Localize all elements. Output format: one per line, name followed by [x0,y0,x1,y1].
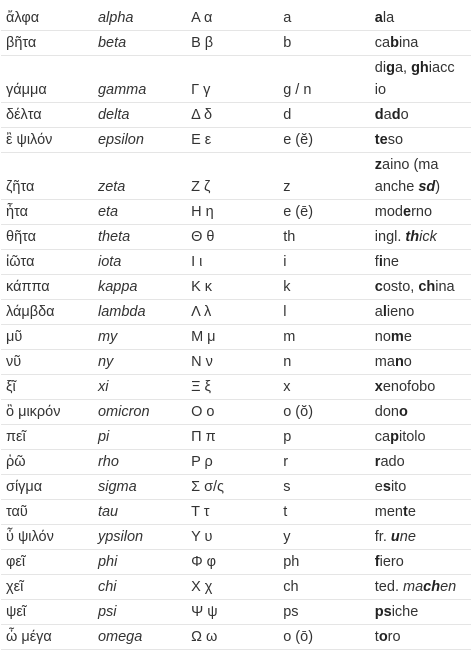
example-text: e [374,479,383,495]
example-word-cell [370,625,471,650]
example-text: aino (ma [382,157,439,173]
letter-forms-cell: Θ θ [186,225,278,250]
latin-name-cell: epsilon [93,128,186,153]
alphabet-table-body [1,6,471,650]
latin-name-cell: pi [93,425,186,450]
transliteration-cell: m [278,325,370,350]
example-text: ro [387,629,401,645]
example-word-cell [370,350,471,375]
highlighted-sound: u [390,529,400,545]
latin-name-cell: sigma [93,475,186,500]
highlighted-sound: d [374,107,384,123]
example-text: e [407,504,416,520]
example-text: ick [419,229,437,245]
transliteration-cell: k [278,275,370,300]
letter-forms-cell: Κ κ [186,275,278,300]
example-word-cell [370,400,471,425]
greek-name-cell: ἰῶτα [1,250,93,275]
example-word-cell [370,153,471,200]
greek-name-cell: δέλτα [1,103,93,128]
letter-forms-cell: Λ λ [186,300,278,325]
letter-forms-cell: Ω ω [186,625,278,650]
letter-row [1,500,471,525]
greek-name-cell: χεῖ [1,575,93,600]
greek-name-cell: ὦ μέγα [1,625,93,650]
example-text: ) [435,179,441,195]
example-word-cell [370,325,471,350]
transliteration-cell: p [278,425,370,450]
letter-forms-cell: Ο ο [186,400,278,425]
highlighted-sound: z [374,157,383,173]
example-text: itolo [398,429,426,445]
letter-row [1,225,471,250]
transliteration-cell: i [278,250,370,275]
highlighted-sound: b [390,35,399,51]
letter-row [1,128,471,153]
letter-row [1,350,471,375]
letter-forms-cell: Ε ε [186,128,278,153]
letter-forms-cell: Α α [186,6,278,31]
greek-name-cell: ξῖ [1,375,93,400]
highlighted-sound: t [403,504,408,520]
latin-name-cell: eta [93,200,186,225]
example-text: a, [394,60,412,76]
transliteration-cell: t [278,500,370,525]
letter-row [1,525,471,550]
highlighted-sound: r [374,454,381,470]
transliteration-cell: s [278,475,370,500]
latin-name-cell: alpha [93,6,186,31]
example-text: ne [399,529,416,545]
example-text: ina [435,279,455,295]
example-word-cell [370,550,471,575]
letter-forms-cell: Τ τ [186,500,278,525]
example-word-cell [370,525,471,550]
letter-forms-cell: Ι ι [186,250,278,275]
example-text: ina [398,35,419,51]
example-text: iche [391,604,419,620]
highlighted-sound: sd [418,179,436,195]
example-text: o [400,107,409,123]
highlighted-sound: f [374,554,380,570]
example-text: o [403,354,412,370]
greek-name-cell: ψεῖ [1,600,93,625]
example-text: so [387,132,404,148]
example-text: io [374,82,387,98]
example-text: ingl. [374,229,406,245]
latin-name-cell: omega [93,625,186,650]
example-text: ca [374,35,391,51]
transliteration-cell: a [278,6,370,31]
greek-name-cell: ῥῶ [1,450,93,475]
greek-name-cell: λάμβδα [1,300,93,325]
latin-name-cell: theta [93,225,186,250]
letter-forms-cell: Ψ ψ [186,600,278,625]
example-word-cell [370,6,471,31]
latin-name-cell: phi [93,550,186,575]
example-word-cell [370,500,471,525]
letter-forms-cell: Μ μ [186,325,278,350]
transliteration-cell: d [278,103,370,128]
highlighted-sound: i [378,254,383,270]
latin-name-cell: zeta [93,153,186,200]
letter-forms-cell: Χ χ [186,575,278,600]
highlighted-sound: x [374,379,383,395]
example-word-cell [370,475,471,500]
transliteration-cell: x [278,375,370,400]
letter-forms-cell: Ζ ζ [186,153,278,200]
example-text: ca [374,429,391,445]
letter-forms-cell: Η η [186,200,278,225]
letter-row [1,450,471,475]
latin-name-cell: rho [93,450,186,475]
example-word-cell [370,575,471,600]
highlighted-sound: m [390,329,404,345]
transliteration-cell: ps [278,600,370,625]
greek-name-cell: ταῦ [1,500,93,525]
example-text: a [374,304,383,320]
transliteration-cell: l [278,300,370,325]
highlighted-sound: ch [423,579,441,595]
letter-forms-cell: Σ σ/ς [186,475,278,500]
letter-row [1,325,471,350]
example-word-cell [370,450,471,475]
example-text: ma [403,579,424,595]
highlighted-sound: p [390,429,399,445]
highlighted-sound: d [391,107,401,123]
latin-name-cell: omicron [93,400,186,425]
greek-name-cell: νῦ [1,350,93,375]
letter-forms-cell: Π π [186,425,278,450]
letter-forms-cell: Ρ ρ [186,450,278,475]
highlighted-sound: a [374,10,383,26]
example-word-cell [370,300,471,325]
highlighted-sound: l [382,304,387,320]
letter-row [1,475,471,500]
highlighted-sound: e [403,204,412,220]
example-word-cell [370,31,471,56]
example-text: ne [382,254,399,270]
highlighted-sound: c [374,279,383,295]
letter-row [1,550,471,575]
letter-row [1,575,471,600]
highlighted-sound: th [405,229,420,245]
example-text: mod [374,204,403,220]
highlighted-sound: o [399,404,408,420]
transliteration-cell: n [278,350,370,375]
letter-forms-cell: Ν ν [186,350,278,375]
letter-row [1,400,471,425]
example-text: ma [374,354,395,370]
latin-name-cell: lambda [93,300,186,325]
highlighted-sound: s [382,479,391,495]
highlighted-sound: o [378,629,388,645]
greek-name-cell: ὂ μικρόν [1,400,93,425]
transliteration-cell: o (ŏ) [278,400,370,425]
transliteration-cell: e (ē) [278,200,370,225]
example-text: fr. [374,529,391,545]
latin-name-cell: xi [93,375,186,400]
highlighted-sound: n [394,354,404,370]
transliteration-cell: o (ō) [278,625,370,650]
letter-row [1,375,471,400]
greek-name-cell: ἄλφα [1,6,93,31]
transliteration-cell: y [278,525,370,550]
example-text: enofobo [382,379,436,395]
letter-row [1,425,471,450]
example-text: rno [411,204,433,220]
highlighted-sound: te [374,132,388,148]
transliteration-cell: r [278,450,370,475]
example-text: f [374,254,379,270]
example-word-cell [370,103,471,128]
highlighted-sound: gh [411,60,429,76]
latin-name-cell: tau [93,500,186,525]
example-text: la [382,10,395,26]
transliteration-cell: b [278,31,370,56]
latin-name-cell: beta [93,31,186,56]
example-word-cell [370,128,471,153]
example-text: ieno [386,304,415,320]
example-text: t [374,629,379,645]
example-word-cell [370,200,471,225]
letter-row [1,103,471,128]
letter-forms-cell: Υ υ [186,525,278,550]
letter-forms-cell: Δ δ [186,103,278,128]
example-text: di [374,60,387,76]
letter-row [1,56,471,103]
example-text: anche [374,179,419,195]
example-text: en [440,579,457,595]
example-text: e [403,329,412,345]
transliteration-cell: ch [278,575,370,600]
latin-name-cell: iota [93,250,186,275]
letter-forms-cell: Γ γ [186,56,278,103]
greek-name-cell: σίγμα [1,475,93,500]
highlighted-sound: g [386,60,395,76]
greek-name-cell: φεῖ [1,550,93,575]
letter-row [1,300,471,325]
transliteration-cell: ph [278,550,370,575]
letter-forms-cell: Φ φ [186,550,278,575]
example-text: do [374,404,391,420]
letter-row [1,200,471,225]
letter-forms-cell: Ξ ξ [186,375,278,400]
latin-name-cell: psi [93,600,186,625]
letter-row [1,6,471,31]
letter-row [1,625,471,650]
example-text: ito [390,479,407,495]
letter-row [1,275,471,300]
letter-row [1,600,471,625]
greek-name-cell: μῦ [1,325,93,350]
transliteration-cell: z [278,153,370,200]
greek-name-cell: ἦτα [1,200,93,225]
example-word-cell [370,275,471,300]
latin-name-cell: kappa [93,275,186,300]
greek-name-cell: γάμμα [1,56,93,103]
latin-name-cell: chi [93,575,186,600]
highlighted-sound: ch [418,279,436,295]
greek-name-cell: κάππα [1,275,93,300]
greek-name-cell: ζῆτα [1,153,93,200]
example-word-cell [370,600,471,625]
example-text: iero [379,554,404,570]
highlighted-sound: ps [374,604,392,620]
example-text: ted. [374,579,403,595]
example-word-cell [370,375,471,400]
latin-name-cell: ypsilon [93,525,186,550]
example-word-cell [370,225,471,250]
example-text: ado [380,454,405,470]
latin-name-cell: ny [93,350,186,375]
greek-alphabet-table [1,6,471,650]
transliteration-cell: g / n [278,56,370,103]
letter-row [1,250,471,275]
example-word-cell [370,56,471,103]
greek-name-cell: βῆτα [1,31,93,56]
example-text: iacc [428,60,455,76]
latin-name-cell: gamma [93,56,186,103]
latin-name-cell: delta [93,103,186,128]
greek-name-cell: πεῖ [1,425,93,450]
latin-name-cell: my [93,325,186,350]
greek-name-cell: θῆτα [1,225,93,250]
example-text: men [374,504,403,520]
example-word-cell [370,425,471,450]
example-text: a [383,107,392,123]
greek-name-cell: ὖ ψιλόν [1,525,93,550]
transliteration-cell: e (ĕ) [278,128,370,153]
example-text: osto, [382,279,419,295]
letter-row [1,153,471,200]
example-text: no [374,329,391,345]
example-text: n [390,404,399,420]
letter-row [1,31,471,56]
example-word-cell [370,250,471,275]
transliteration-cell: th [278,225,370,250]
letter-forms-cell: Β β [186,31,278,56]
greek-name-cell: ἒ ψιλόν [1,128,93,153]
